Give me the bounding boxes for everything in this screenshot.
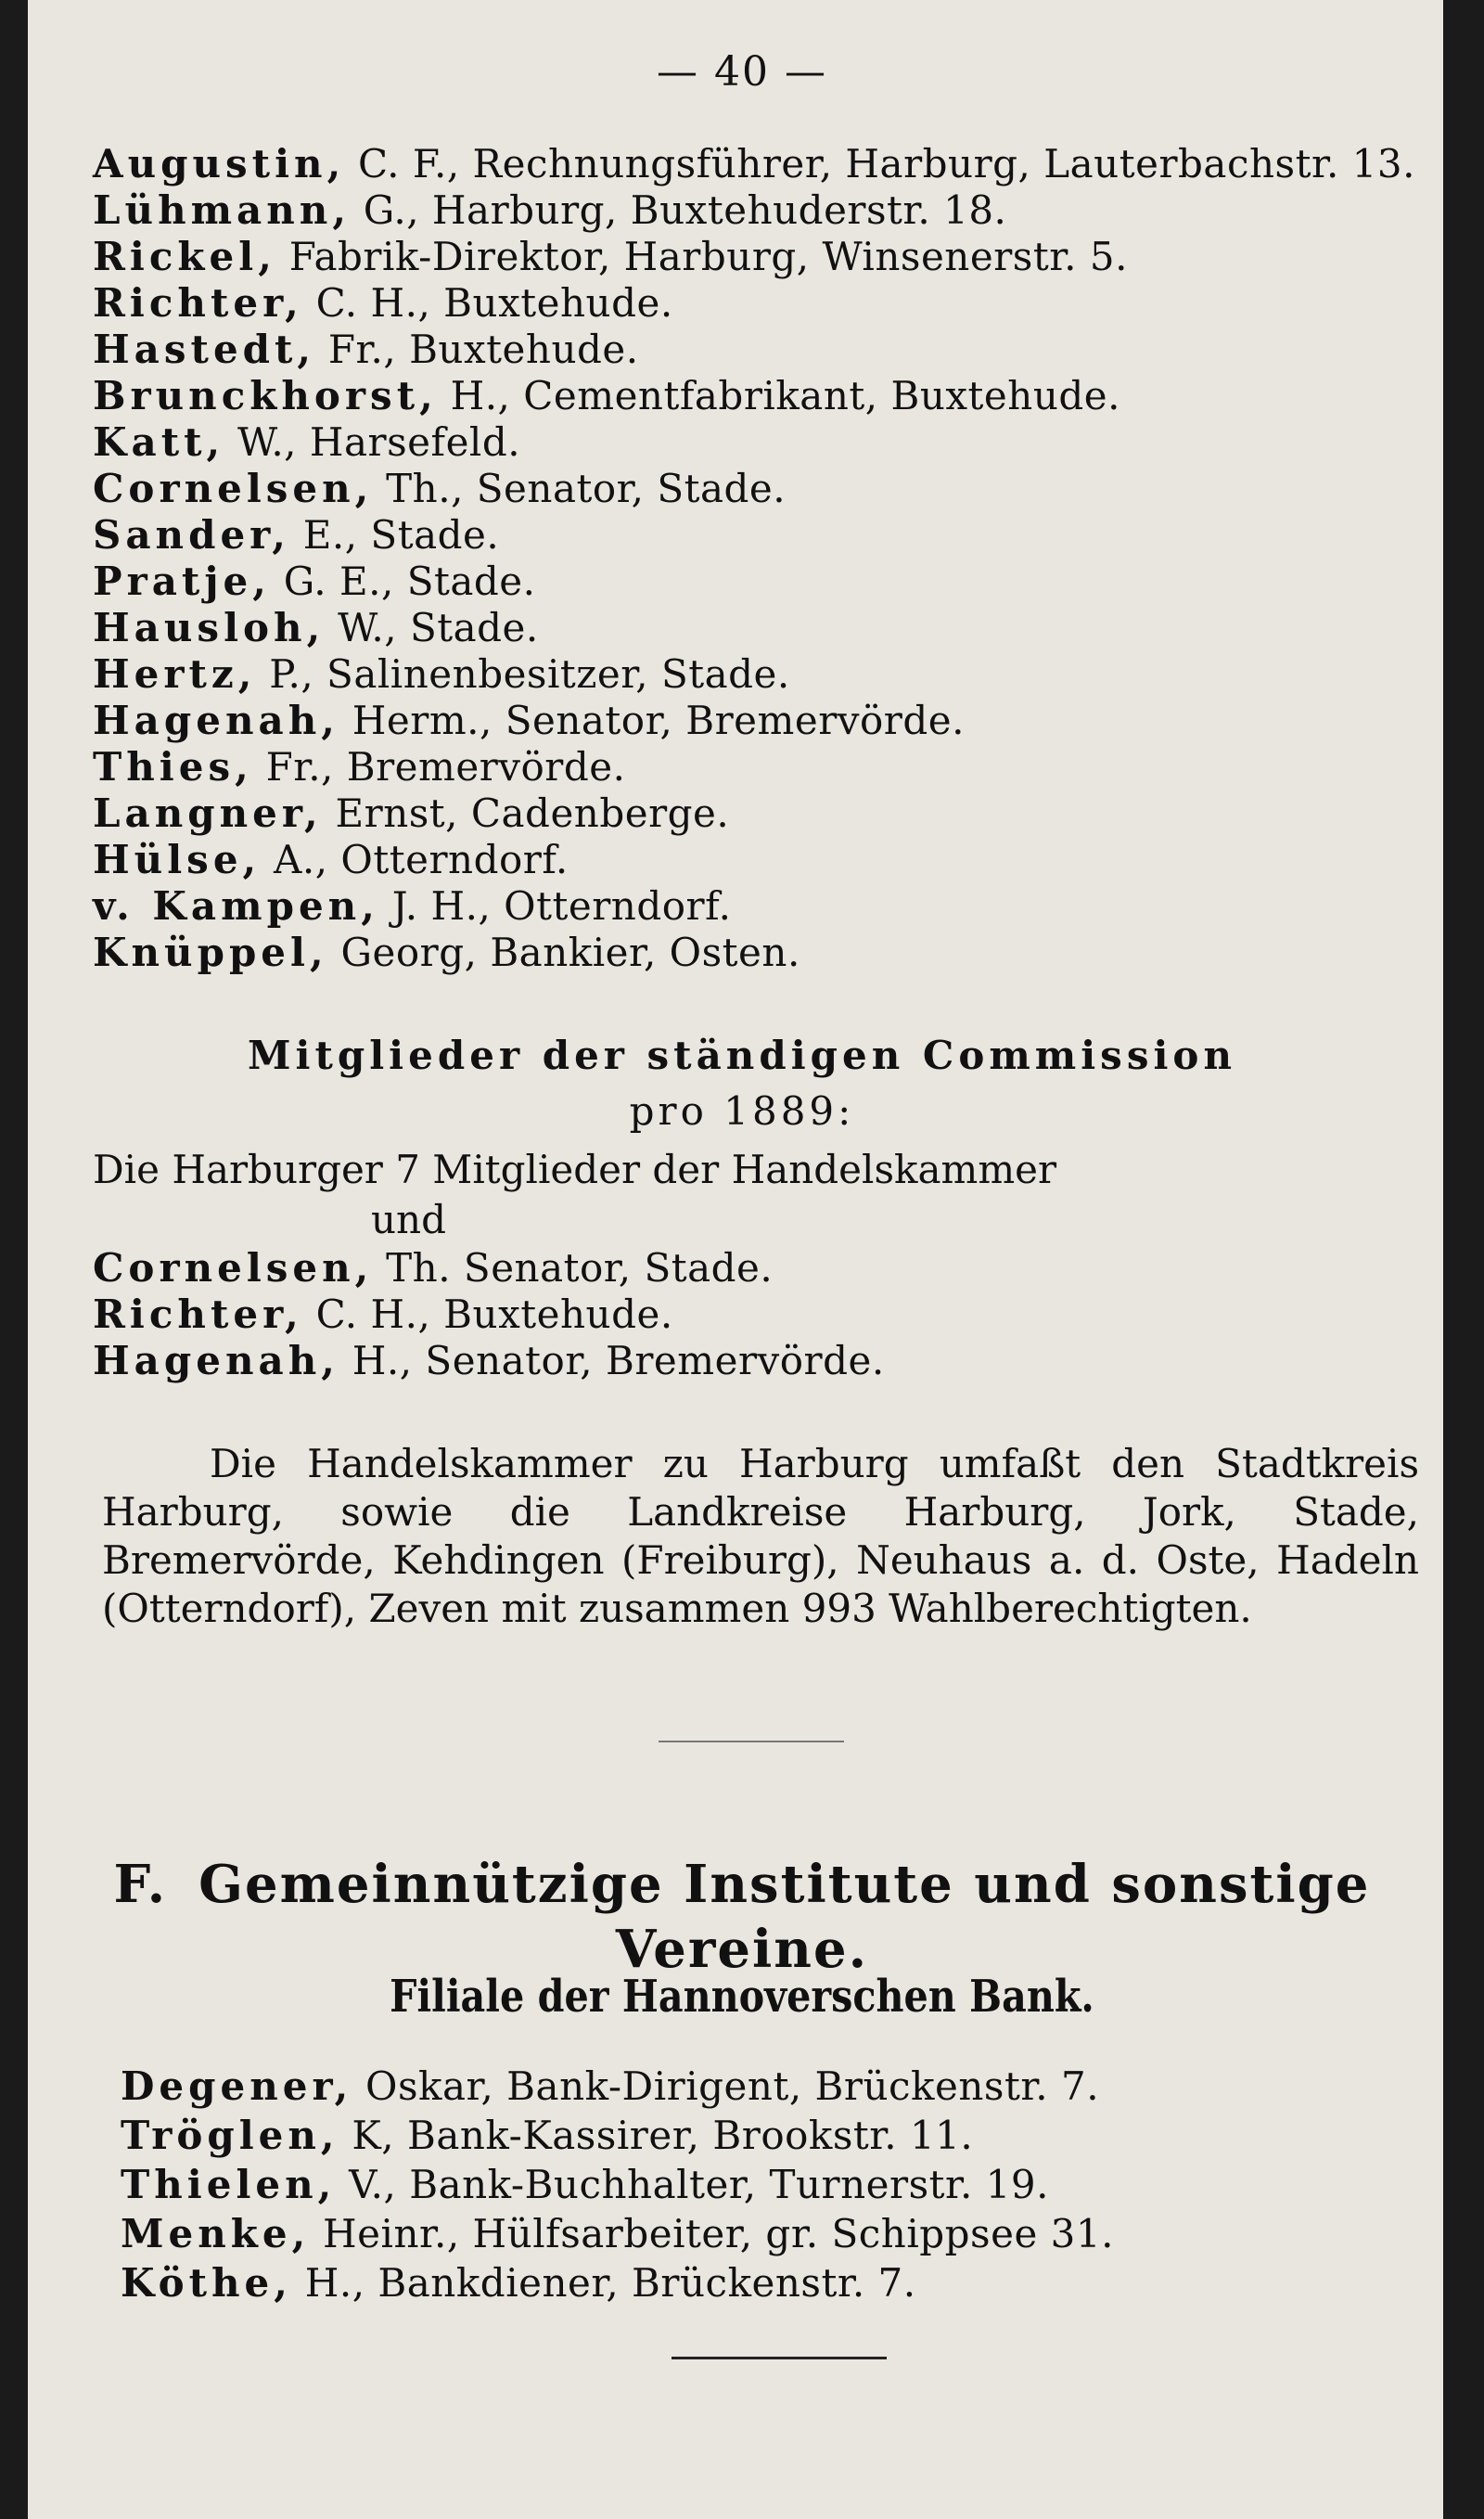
member-details: C. H., Buxtehude.: [302, 280, 673, 326]
commission-heading: Mitglieder der ständigen Commission: [248, 1033, 1236, 1078]
member-name: Hagenah,: [93, 1338, 339, 1383]
list-item: [93, 141, 1415, 187]
member-name: Pratje,: [93, 559, 271, 604]
section-title: Gemeinnützige Institute und sonstige Vereine.: [198, 1854, 1371, 1980]
list-item: [93, 280, 1415, 327]
list-item: [93, 837, 1415, 883]
list-item: [121, 2062, 1114, 2111]
member-details: A., Otterndorf.: [261, 837, 569, 882]
list-item: [93, 698, 1415, 744]
member-name: Hertz,: [93, 651, 257, 697]
member-name: Rickel,: [93, 234, 276, 279]
commission-and: und: [371, 1197, 446, 1242]
member-details: Fabrik-Direktor, Harburg, Winsenerstr. 5.: [275, 234, 1128, 279]
list-item: [93, 744, 1415, 790]
member-details: Th., Senator, Stade.: [373, 466, 787, 511]
scan-border-left: [0, 0, 28, 2519]
chamber-description: [102, 1440, 1419, 1633]
member-details: Ernst, Cadenberge.: [322, 790, 730, 836]
list-item: [93, 373, 1415, 419]
member-details: C. F., Rechnungsführer, Harburg, Lauterbachstr. 13.: [345, 141, 1415, 186]
commission-year: pro 1889:: [629, 1088, 855, 1134]
staff-details: Heinr., Hülfsarbeiter, gr. Schippsee 31.: [310, 2211, 1114, 2256]
bank-staff-list: [121, 2062, 1114, 2307]
member-name: Katt,: [93, 419, 225, 465]
member-details: H., Cementfabrikant, Buxtehude.: [437, 373, 1120, 418]
member-details: H., Senator, Bremervörde.: [339, 1338, 885, 1383]
member-details: E., Stade.: [289, 512, 500, 558]
member-details: P., Salinenbesitzer, Stade.: [256, 651, 790, 697]
list-item: [93, 512, 1415, 559]
member-details: Fr., Bremervörde.: [252, 744, 626, 790]
member-name: Cornelsen,: [93, 1245, 374, 1291]
staff-details: K, Bank-Kassirer, Brookstr. 11.: [339, 2113, 974, 2158]
member-list: [93, 141, 1415, 976]
member-name: Hausloh,: [93, 605, 326, 650]
member-name: Thies,: [93, 744, 253, 790]
commission-member-list: [93, 1245, 885, 1384]
end-divider: [672, 2357, 887, 2359]
scan-border-right: [1443, 0, 1484, 2519]
commission-intro: Die Harburger 7 Mitglieder der Handelskammer: [93, 1147, 1057, 1192]
member-details: G. E., Stade.: [270, 559, 536, 604]
chamber-description-text: Die Handelskammer zu Harburg umfaßt den Stadtkreis Harburg, sowie die Landkreise Harburg, Jork, Stade, Bremervörde, Kehdingen (Freiburg), Neuhaus a. d. Oste, Hadeln (Otterndorf), Zeven mit zusammen 993 Wahlberechtigten.: [102, 1441, 1419, 1631]
list-item: [121, 2209, 1114, 2258]
member-details: Georg, Bankier, Osten.: [327, 930, 800, 975]
list-item: [93, 883, 1415, 930]
list-item: [121, 2258, 1114, 2307]
member-name: Sander,: [93, 512, 290, 558]
staff-name: Thielen,: [121, 2162, 337, 2207]
list-item: [93, 930, 1415, 976]
staff-name: Tröglen,: [121, 2113, 339, 2158]
staff-name: Degener,: [121, 2063, 353, 2109]
member-details: J. H., Otterndorf.: [378, 883, 732, 929]
list-item: [93, 327, 1415, 373]
list-item: [93, 187, 1415, 234]
member-name: Knüppel,: [93, 930, 328, 975]
list-item: [93, 790, 1415, 837]
member-details: Herm., Senator, Bremervörde.: [339, 698, 965, 743]
list-item: [93, 1292, 885, 1338]
member-name: Langner,: [93, 790, 323, 836]
member-name: Richter,: [93, 280, 303, 326]
member-name: Lühmann,: [93, 187, 351, 233]
member-details: G., Harburg, Buxtehuderstr. 18.: [350, 187, 1007, 233]
member-name: Hülse,: [93, 837, 262, 882]
member-details: C. H., Buxtehude.: [302, 1292, 673, 1337]
member-details: Th. Senator, Stade.: [373, 1245, 774, 1291]
list-item: [93, 1245, 885, 1292]
member-name: Cornelsen,: [93, 466, 374, 511]
list-item: [93, 466, 1415, 512]
member-name: Hastedt,: [93, 327, 316, 372]
member-name: v. Kampen,: [93, 883, 379, 929]
list-item: [93, 419, 1415, 466]
member-name: Hagenah,: [93, 698, 339, 743]
staff-name: Menke,: [121, 2211, 311, 2256]
list-item: [93, 1338, 885, 1384]
section-heading: [0, 1852, 1484, 1982]
subsection-title: Filiale der Hannoverschen Bank.: [390, 1971, 1094, 2023]
section-divider: [659, 1741, 844, 1742]
list-item: [93, 559, 1415, 605]
staff-name: Köthe,: [121, 2260, 292, 2306]
member-details: W., Harsefeld.: [224, 419, 521, 465]
list-item: [93, 234, 1415, 280]
member-name: Augustin,: [93, 141, 346, 186]
member-name: Brunckhorst,: [93, 373, 438, 418]
member-details: Fr., Buxtehude.: [315, 327, 639, 372]
staff-details: H., Bankdiener, Brückenstr. 7.: [291, 2260, 916, 2306]
list-item: [93, 605, 1415, 651]
member-details: W., Stade.: [325, 605, 539, 650]
list-item: [93, 651, 1415, 698]
list-item: [121, 2111, 1114, 2160]
staff-details: V., Bank-Buchhalter, Turnerstr. 19.: [336, 2162, 1049, 2207]
staff-details: Oskar, Bank-Dirigent, Brückenstr. 7.: [352, 2063, 1100, 2109]
list-item: [121, 2160, 1114, 2209]
member-name: Richter,: [93, 1292, 303, 1337]
page-number: — 40 —: [657, 48, 827, 96]
section-letter: F.: [113, 1854, 168, 1915]
